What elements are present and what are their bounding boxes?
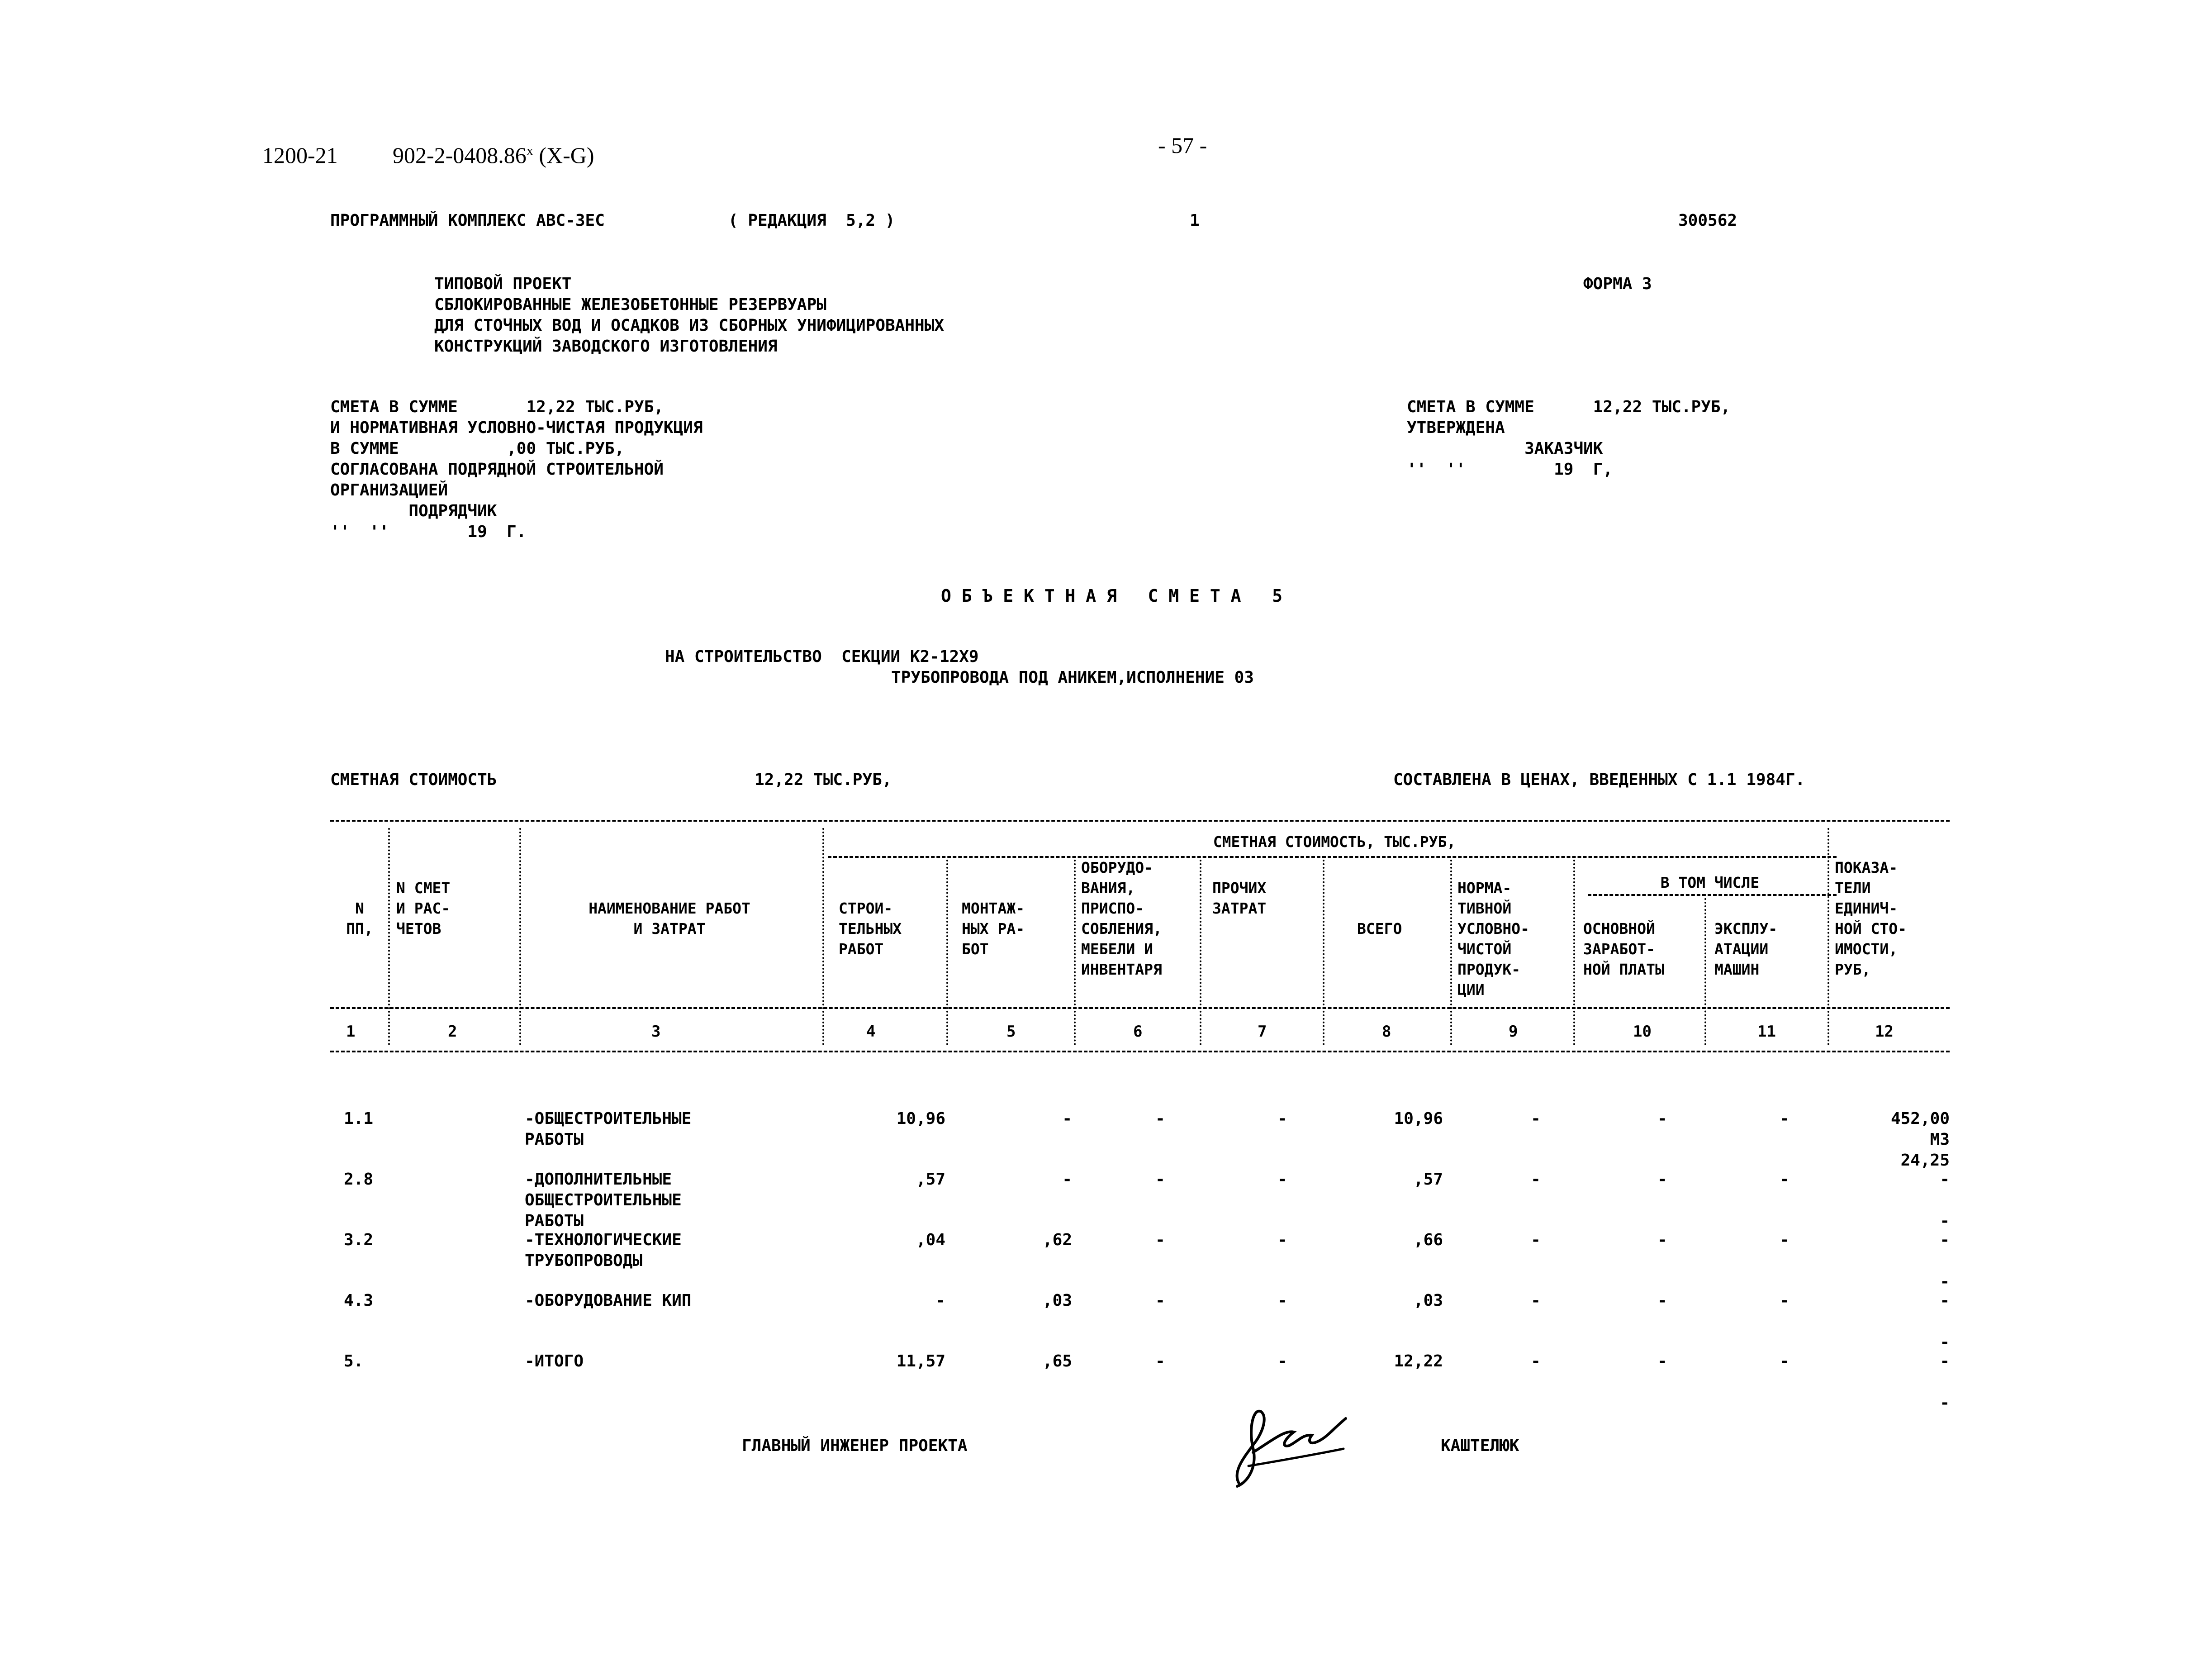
cell-other: - <box>1277 1291 1287 1310</box>
cell-installation: ,65 <box>1042 1352 1072 1370</box>
cell-total: ,66 <box>1413 1231 1443 1249</box>
table-rule-subgroup <box>1588 894 1837 896</box>
cell-machines: - <box>1780 1170 1790 1189</box>
cell-wages: - <box>1657 1231 1667 1249</box>
cell-construction: ,57 <box>916 1170 945 1189</box>
document-title: О Б Ъ Е К Т Н А Я С М Е Т А 5 <box>941 586 1282 606</box>
program-edition: ( РЕДАКЦИЯ 5,2 ) <box>728 211 895 230</box>
cell-construction: 10,96 <box>896 1109 945 1128</box>
col-number-5: 5 <box>1006 1023 1016 1041</box>
cell-net-production: - <box>1531 1109 1541 1128</box>
table-rule-group <box>828 856 1837 858</box>
cell-other: - <box>1277 1352 1287 1370</box>
cell-number: 2.8 <box>344 1170 374 1189</box>
cell-number: 1.1 <box>344 1109 374 1128</box>
project-code-variant: (X-G) <box>539 143 594 168</box>
cell-installation: - <box>1062 1109 1072 1128</box>
col-header-3: НАИМЕНОВАНИЕ РАБОТ И ЗАТРАТ <box>589 899 750 937</box>
program-name: ПРОГРАММНЫЙ КОМПЛЕКС АВС-3ЕС <box>330 211 605 230</box>
cell-machines: - <box>1780 1352 1790 1370</box>
cell-equipment: - <box>1155 1352 1165 1370</box>
document-number: 300562 <box>1678 211 1737 230</box>
cell-number: 3.2 <box>344 1231 374 1249</box>
program-sheet: 1 <box>1190 211 1200 230</box>
col-header-6: ОБОРУДО- ВАНИЯ, ПРИСПО- СОБЛЕНИЯ, МЕБЕЛИ И ИНВЕНТАРЯ <box>1081 859 1162 978</box>
left-block-line-6: ПОДРЯДЧИК <box>330 502 497 520</box>
form-label: ФОРМА 3 <box>1583 275 1652 293</box>
cell-wages: - <box>1657 1291 1667 1310</box>
col-header-2: N СМЕТ И РАС- ЧЕТОВ <box>396 879 451 937</box>
cell-number: 4.3 <box>344 1291 374 1310</box>
cell-unit-cost: - - <box>1940 1352 1950 1412</box>
col-number-11: 11 <box>1757 1023 1776 1041</box>
cell-unit-cost: 452,00 М3 24,25 <box>1890 1109 1950 1170</box>
project-line-3: ДЛЯ СТОЧНЫХ ВОД И ОСАДКОВ ИЗ СБОРНЫХ УНИФИЦИРОВАННЫХ <box>434 316 945 335</box>
table-group-header: СМЕТНАЯ СТОИМОСТЬ, ТЫС.РУБ, <box>1213 833 1456 851</box>
cell-name: -ИТОГО <box>525 1352 584 1370</box>
col-header-11: ЭКСПЛУ- АТАЦИИ МАШИН <box>1714 920 1778 978</box>
project-code <box>393 144 594 167</box>
cell-equipment: - <box>1155 1291 1165 1310</box>
cell-other: - <box>1277 1170 1287 1189</box>
col-header-10: ОСНОВНОЙ ЗАРАБОТ- НОЙ ПЛАТЫ <box>1583 920 1664 978</box>
project-code-superscript: x <box>526 143 533 158</box>
cell-total: ,03 <box>1413 1291 1443 1310</box>
cell-construction: - <box>935 1291 945 1310</box>
cell-name: -ДОПОЛНИТЕЛЬНЫЕ ОБЩЕСТРОИТЕЛЬНЫЕ РАБОТЫ <box>525 1170 682 1230</box>
col-number-9: 9 <box>1509 1023 1518 1041</box>
col-number-8: 8 <box>1382 1023 1391 1041</box>
title-line-2: ТРУБОПРОВОДА ПОД АНИКЕМ,ИСПОЛНЕНИЕ 03 <box>891 668 1254 687</box>
left-block-line-3: В СУММЕ ,00 ТЫС.РУБ, <box>330 439 625 458</box>
cell-net-production: - <box>1531 1291 1541 1310</box>
cell-unit-cost: - - <box>1940 1291 1950 1351</box>
cell-equipment: - <box>1155 1109 1165 1128</box>
cell-installation: ,62 <box>1042 1231 1072 1249</box>
page-number: - 57 - <box>1158 133 1207 158</box>
table-subgroup-header: В ТОМ ЧИСЛЕ <box>1660 874 1760 891</box>
cell-net-production: - <box>1531 1170 1541 1189</box>
cell-machines: - <box>1780 1231 1790 1249</box>
project-code-number: 902-2-0408.86 <box>393 143 527 168</box>
cell-unit-cost: - - <box>1940 1231 1950 1291</box>
cell-installation: ,03 <box>1042 1291 1072 1310</box>
left-block-line-4: СОГЛАСОВАНА ПОДРЯДНОЙ СТРОИТЕЛЬНОЙ <box>330 460 664 479</box>
cell-name: -ТЕХНОЛОГИЧЕСКИЕ ТРУБОПРОВОДЫ <box>525 1231 682 1270</box>
right-block-line-4: '' '' 19 Г, <box>1407 460 1613 479</box>
left-block-line-1: СМЕТА В СУММЕ 12,22 ТЫС.РУБ, <box>330 398 664 416</box>
col-number-7: 7 <box>1258 1023 1267 1041</box>
col-number-2: 2 <box>448 1023 457 1041</box>
col-header-9: НОРМА- ТИВНОЙ УСЛОВНО- ЧИСТОЙ ПРОДУК- ЦИИ <box>1457 879 1529 999</box>
col-header-4: СТРОИ- ТЕЛЬНЫХ РАБОТ <box>839 899 902 958</box>
project-line-4: КОНСТРУКЦИЙ ЗАВОДСКОГО ИЗГОТОВЛЕНИЯ <box>434 337 778 356</box>
footer-position: ГЛАВНЫЙ ИНЖЕНЕР ПРОЕКТА <box>742 1437 968 1455</box>
cell-wages: - <box>1657 1170 1667 1189</box>
cell-net-production: - <box>1531 1352 1541 1370</box>
table-rule-header <box>330 1007 1950 1009</box>
right-block-line-3: ЗАКАЗЧИК <box>1407 439 1603 458</box>
col-header-5: МОНТАЖ- НЫХ РА- БОТ <box>962 899 1025 958</box>
project-line-2: СБЛОКИРОВАННЫЕ ЖЕЛЕЗОБЕТОННЫЕ РЕЗЕРВУАРЫ <box>434 295 826 314</box>
cell-wages: - <box>1657 1109 1667 1128</box>
cell-other: - <box>1277 1231 1287 1249</box>
cell-wages: - <box>1657 1352 1667 1370</box>
left-block-line-5: ОРГАНИЗАЦИЕЙ <box>330 481 448 500</box>
cell-name: -ОБЩЕСТРОИТЕЛЬНЫЕ РАБОТЫ <box>525 1109 692 1149</box>
sheet-code: 1200-21 <box>262 143 338 168</box>
cell-construction: 11,57 <box>896 1352 945 1370</box>
left-block-line-2: И НОРМАТИВНАЯ УСЛОВНО-ЧИСТАЯ ПРОДУКЦИЯ <box>330 419 703 437</box>
cell-machines: - <box>1780 1109 1790 1128</box>
col-header-8: ВСЕГО <box>1357 920 1402 937</box>
cell-total: ,57 <box>1413 1170 1443 1189</box>
project-line-1: ТИПОВОЙ ПРОЕКТ <box>434 275 572 293</box>
col-number-4: 4 <box>866 1023 876 1041</box>
left-block-line-7: '' '' 19 Г. <box>330 523 527 541</box>
cell-equipment: - <box>1155 1170 1165 1189</box>
col-header-1: N ПП, <box>346 899 373 937</box>
cell-installation: - <box>1062 1170 1072 1189</box>
cell-name: -ОБОРУДОВАНИЕ КИП <box>525 1291 692 1310</box>
right-block-line-2: УТВЕРЖДЕНА <box>1407 419 1505 437</box>
cell-total: 10,96 <box>1394 1109 1443 1128</box>
col-number-6: 6 <box>1133 1023 1143 1041</box>
prices-note: СОСТАВЛЕНА В ЦЕНАХ, ВВЕДЕННЫХ С 1.1 1984Г. <box>1393 771 1805 789</box>
cost-value: 12,22 ТЫС.РУБ, <box>755 771 892 789</box>
footer-name: КАШТЕЛЮК <box>1441 1437 1519 1455</box>
col-header-7: ПРОЧИХ ЗАТРАТ <box>1212 879 1267 917</box>
cell-net-production: - <box>1531 1231 1541 1249</box>
col-number-1: 1 <box>346 1023 356 1041</box>
cell-other: - <box>1277 1109 1287 1128</box>
cell-unit-cost: - - <box>1940 1170 1950 1230</box>
cell-number: 5. <box>344 1352 364 1370</box>
col-header-12: ПОКАЗА- ТЕЛИ ЕДИНИЧ- НОЙ СТО- ИМОСТИ, РУБ, <box>1835 859 1907 978</box>
col-number-10: 10 <box>1633 1023 1652 1041</box>
table-rule-numbers <box>330 1051 1950 1052</box>
cell-machines: - <box>1780 1291 1790 1310</box>
cell-construction: ,04 <box>916 1231 945 1249</box>
cost-label: СМЕТНАЯ СТОИМОСТЬ <box>330 771 497 789</box>
col-number-12: 12 <box>1875 1023 1894 1041</box>
cell-equipment: - <box>1155 1231 1165 1249</box>
table-rule-top <box>330 820 1950 822</box>
right-block-line-1: СМЕТА В СУММЕ 12,22 ТЫС.РУБ, <box>1407 398 1731 416</box>
cell-total: 12,22 <box>1394 1352 1443 1370</box>
col-number-3: 3 <box>651 1023 661 1041</box>
signature-image <box>1221 1398 1353 1493</box>
title-line-1: НА СТРОИТЕЛЬСТВО СЕКЦИИ К2-12Х9 <box>665 647 979 666</box>
